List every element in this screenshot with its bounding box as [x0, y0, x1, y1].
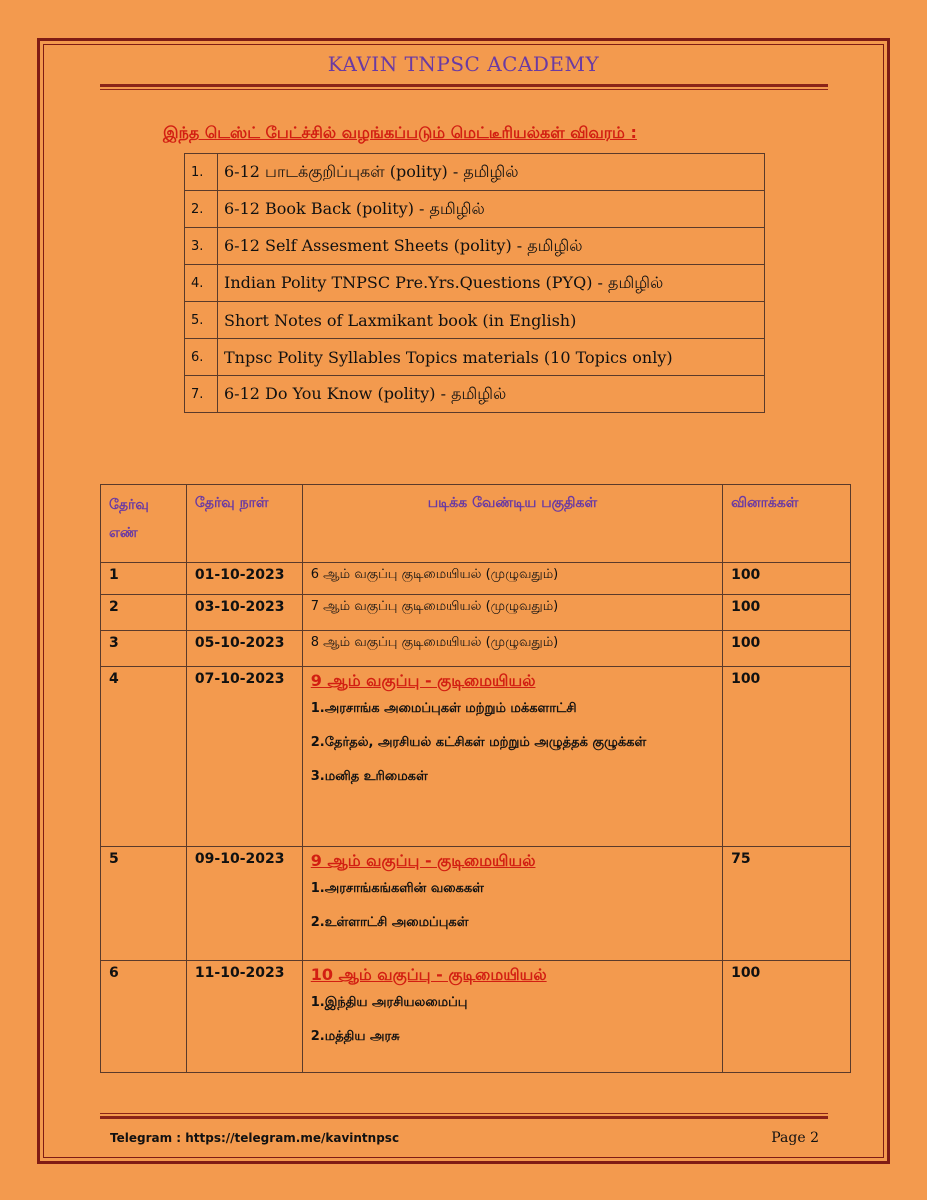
page-number: Page 2 — [771, 1130, 819, 1146]
subject-title: 10 ஆம் வகுப்பு - குடிமையியல் — [310, 965, 547, 984]
cell-exam-no: 3 — [101, 631, 187, 667]
subject-title: 8 ஆம் வகுப்பு குடிமையியல் (முழுவதும்) — [310, 635, 559, 650]
materials-row — [185, 302, 765, 339]
materials-text: Short Notes of Laxmikant book (in English) — [218, 302, 765, 339]
subject-topic: 1.அரசாங்க அமைப்புகள் மற்றும் மக்களாட்சி — [310, 701, 577, 716]
materials-text: Indian Polity TNPSC Pre.Yrs.Questions (PYQ) - தமிழில் — [218, 265, 765, 302]
materials-row — [185, 339, 765, 376]
materials-text: 6-12 Book Back (polity) - தமிழில் — [218, 191, 765, 228]
materials-num: 5. — [185, 302, 218, 339]
footer-rule-thin — [100, 1113, 828, 1114]
cell-questions: 100 — [723, 667, 851, 847]
cell-subjects — [302, 631, 722, 667]
cell-exam-date: 01-10-2023 — [186, 563, 302, 595]
schedule-header-row — [101, 485, 851, 563]
cell-exam-date: 05-10-2023 — [186, 631, 302, 667]
cell-questions: 100 — [723, 961, 851, 1073]
subject-topic: 1.இந்திய அரசியலமைப்பு — [310, 995, 468, 1010]
cell-exam-date: 09-10-2023 — [186, 847, 302, 961]
header-exam-no — [101, 485, 187, 563]
materials-heading: இந்த டெஸ்ட் பேட்ச்சில் வழங்கப்படும் மெட்டீரியல்கள் விவரம் : — [163, 123, 637, 142]
table-row — [101, 667, 851, 847]
header-exam-date: தேர்வு நாள் — [186, 485, 302, 563]
table-row — [101, 631, 851, 667]
cell-exam-date: 03-10-2023 — [186, 595, 302, 631]
cell-exam-date: 11-10-2023 — [186, 961, 302, 1073]
subject-title: 9 ஆம் வகுப்பு - குடிமையியல் — [310, 851, 536, 870]
materials-text: 6-12 Self Assesment Sheets (polity) - தமிழில் — [218, 228, 765, 265]
subject-title: 7 ஆம் வகுப்பு குடிமையியல் (முழுவதும்) — [310, 599, 559, 614]
cell-subjects — [302, 667, 722, 847]
cell-questions: 100 — [723, 631, 851, 667]
cell-exam-no: 5 — [101, 847, 187, 961]
materials-num: 4. — [185, 265, 218, 302]
cell-subjects — [302, 961, 722, 1073]
cell-questions: 100 — [723, 595, 851, 631]
header-exam-no-line1: தேர்வு — [109, 497, 149, 513]
cell-subjects — [302, 847, 722, 961]
subject-topic: 3.மனித உரிமைகள் — [310, 769, 428, 784]
subject-topic: 2.தேர்தல், அரசியல் கட்சிகள் மற்றும் அழுத்தக் குழுக்கள் — [310, 735, 647, 750]
materials-num: 3. — [185, 228, 218, 265]
header-rule — [100, 84, 828, 87]
header-questions: வினாக்கள் — [723, 485, 851, 563]
header-exam-no-line2: எண் — [109, 525, 138, 541]
materials-row — [185, 191, 765, 228]
table-row — [101, 961, 851, 1073]
subject-title: 6 ஆம் வகுப்பு குடிமையியல் (முழுவதும்) — [310, 567, 559, 582]
materials-row — [185, 228, 765, 265]
table-row — [101, 563, 851, 595]
table-row — [101, 595, 851, 631]
table-row — [101, 847, 851, 961]
cell-subjects — [302, 595, 722, 631]
telegram-link[interactable]: Telegram : https://telegram.me/kavintnpsc — [110, 1131, 400, 1145]
materials-text: 6-12 பாடக்குறிப்புகள் (polity) - தமிழில் — [218, 154, 765, 191]
subject-topic: 1.அரசாங்கங்களின் வகைகள் — [310, 881, 484, 896]
header-rule-thin — [100, 89, 828, 90]
academy-title: KAVIN TNPSC ACADEMY — [327, 52, 600, 76]
materials-num: 7. — [185, 376, 218, 413]
cell-exam-no: 1 — [101, 563, 187, 595]
materials-row — [185, 265, 765, 302]
materials-row — [185, 376, 765, 413]
cell-exam-no: 6 — [101, 961, 187, 1073]
materials-table — [184, 153, 765, 413]
header-subjects: படிக்க வேண்டிய பகுதிகள் — [302, 485, 722, 563]
subject-topic: 2.உள்ளாட்சி அமைப்புகள் — [310, 915, 469, 930]
materials-text: Tnpsc Polity Syllables Topics materials (10 Topics only) — [218, 339, 765, 376]
cell-exam-no: 4 — [101, 667, 187, 847]
schedule-table — [100, 484, 851, 1073]
materials-num: 6. — [185, 339, 218, 376]
cell-questions: 75 — [723, 847, 851, 961]
cell-questions: 100 — [723, 563, 851, 595]
materials-num: 1. — [185, 154, 218, 191]
materials-row — [185, 154, 765, 191]
subject-topic: 2.மத்திய அரசு — [310, 1029, 400, 1044]
subject-title: 9 ஆம் வகுப்பு - குடிமையியல் — [310, 671, 536, 690]
footer-rule — [100, 1116, 828, 1119]
cell-subjects — [302, 563, 722, 595]
materials-num: 2. — [185, 191, 218, 228]
cell-exam-no: 2 — [101, 595, 187, 631]
materials-text: 6-12 Do You Know (polity) - தமிழில் — [218, 376, 765, 413]
cell-exam-date: 07-10-2023 — [186, 667, 302, 847]
